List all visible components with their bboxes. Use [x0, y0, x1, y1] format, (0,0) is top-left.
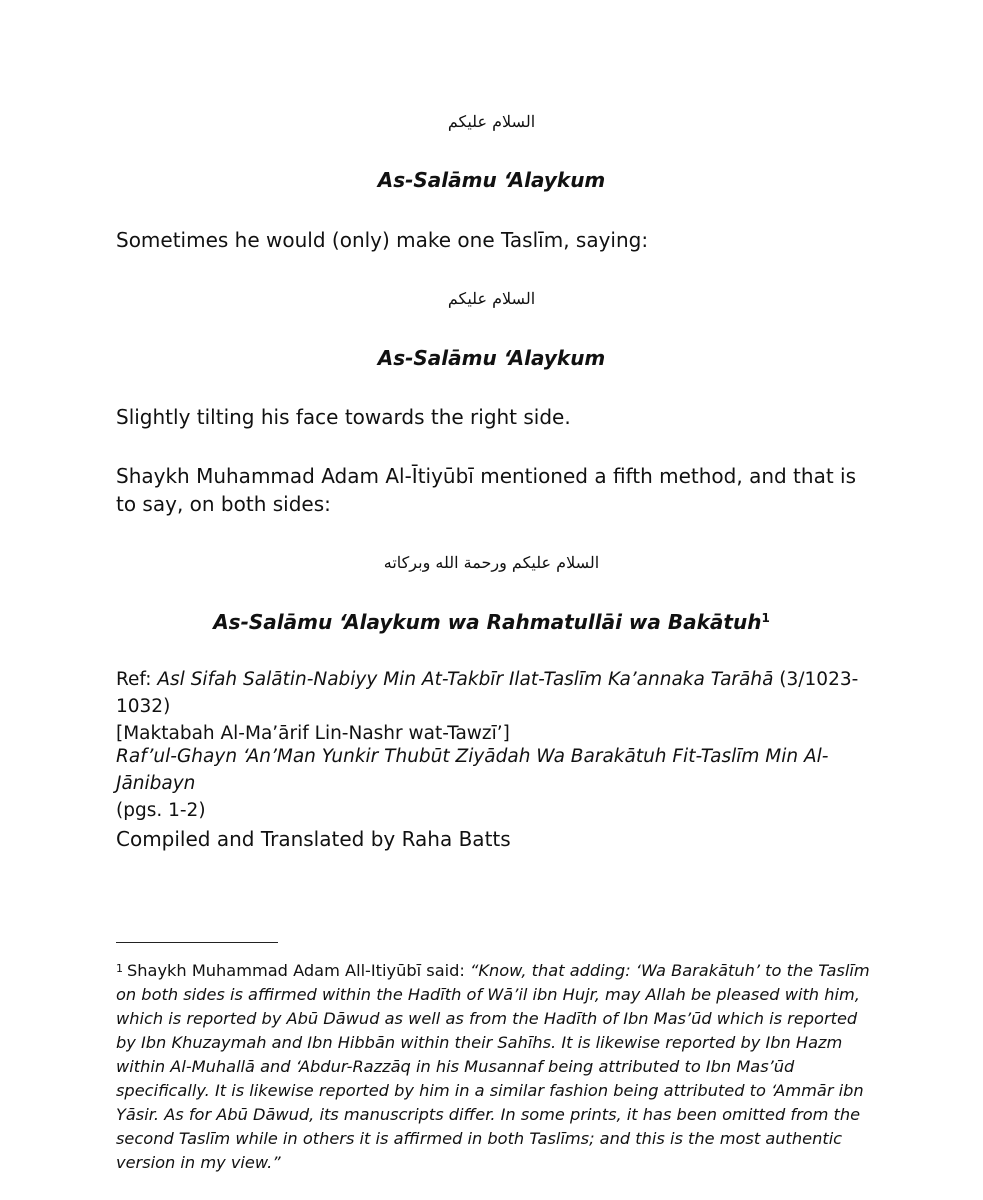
reference-1: [116, 666, 876, 747]
footnote-lead: Shaykh Muhammad Adam All-Itiyūbī said:: [127, 961, 471, 980]
footnote-marker: 1: [761, 611, 770, 625]
transliteration-2: As-Salāmu ‘Alaykum: [377, 346, 606, 370]
footnote: [116, 957, 874, 1175]
arabic-salutation-full: السلام عليكم ورحمة الله وبركاته: [383, 553, 600, 572]
footnote-divider: [116, 942, 278, 943]
reference-1-title: Asl Sifah Salātin-Nabiyy Min At-Takbīr Ilat-Taslīm Ka’annaka Tarāhā: [157, 669, 774, 690]
reference-2-title: Raf’ul-Ghayn ‘An’Man Yunkir Thubūt Ziyādah Wa Barakātuh Fit-Taslīm Min Al-Jānibayn: [116, 746, 829, 794]
credit-line: Compiled and Translated by Raha Batts: [116, 827, 511, 851]
paragraph-one-taslim: Sometimes he would (only) make one Taslīm, saying:: [116, 228, 649, 252]
paragraph-fifth-method: Shaykh Muhammad Adam Al-Ītiyūbī mentioned a fifth method, and that is to say, on both sides:: [116, 464, 856, 516]
reference-1-pages: (3/1023-1032): [116, 669, 859, 717]
paragraph-tilting-face: Slightly tilting his face towards the right side.: [116, 405, 571, 429]
transliteration-full: [0, 610, 983, 634]
reference-prefix: Ref:: [116, 669, 158, 690]
reference-2: [116, 743, 876, 824]
reference-1-publisher: [Maktabah Al-Ma’ārif Lin-Nashr wat-Tawzī’]: [116, 723, 510, 744]
transliteration-full-text: As-Salāmu ‘Alaykum wa Rahmatullāi wa Bakātuh: [213, 610, 762, 634]
footnote-quote: “Know, that adding: ‘Wa Barakātuh’ to the Taslīm on both sides is affirmed within the Hadīth of Wā’il ibn Hujr, may Allah be pleased with him, which is reported by Abū Dāwud as well as from the Hadīth of Ibn Mas’ūd which is reported by Ibn Khuzaymah and Ibn Hibbān within their Sahīhs. It is likewise reported by Ibn Hazm within Al-Muhallā and ‘Abdur-Razzāq in his Musannaf being attributed to Ibn Mas’ūd specifically. It is likewise reported by him in a similar fashion being attributed to ‘Ammār ibn Yāsir. As for Abū Dāwud, its manuscripts differ. In some prints, it has been omitted from the second Taslīm while in others it is affirmed in both Taslīms; and this is the most authentic version in my view.”: [116, 961, 870, 1172]
arabic-salutation-1: السلام عليكم: [447, 112, 536, 131]
arabic-salutation-2: السلام عليكم: [447, 289, 536, 308]
transliteration-1: As-Salāmu ‘Alaykum: [377, 168, 606, 192]
footnote-number: 1: [116, 962, 123, 975]
reference-2-pages: (pgs. 1-2): [116, 800, 206, 821]
